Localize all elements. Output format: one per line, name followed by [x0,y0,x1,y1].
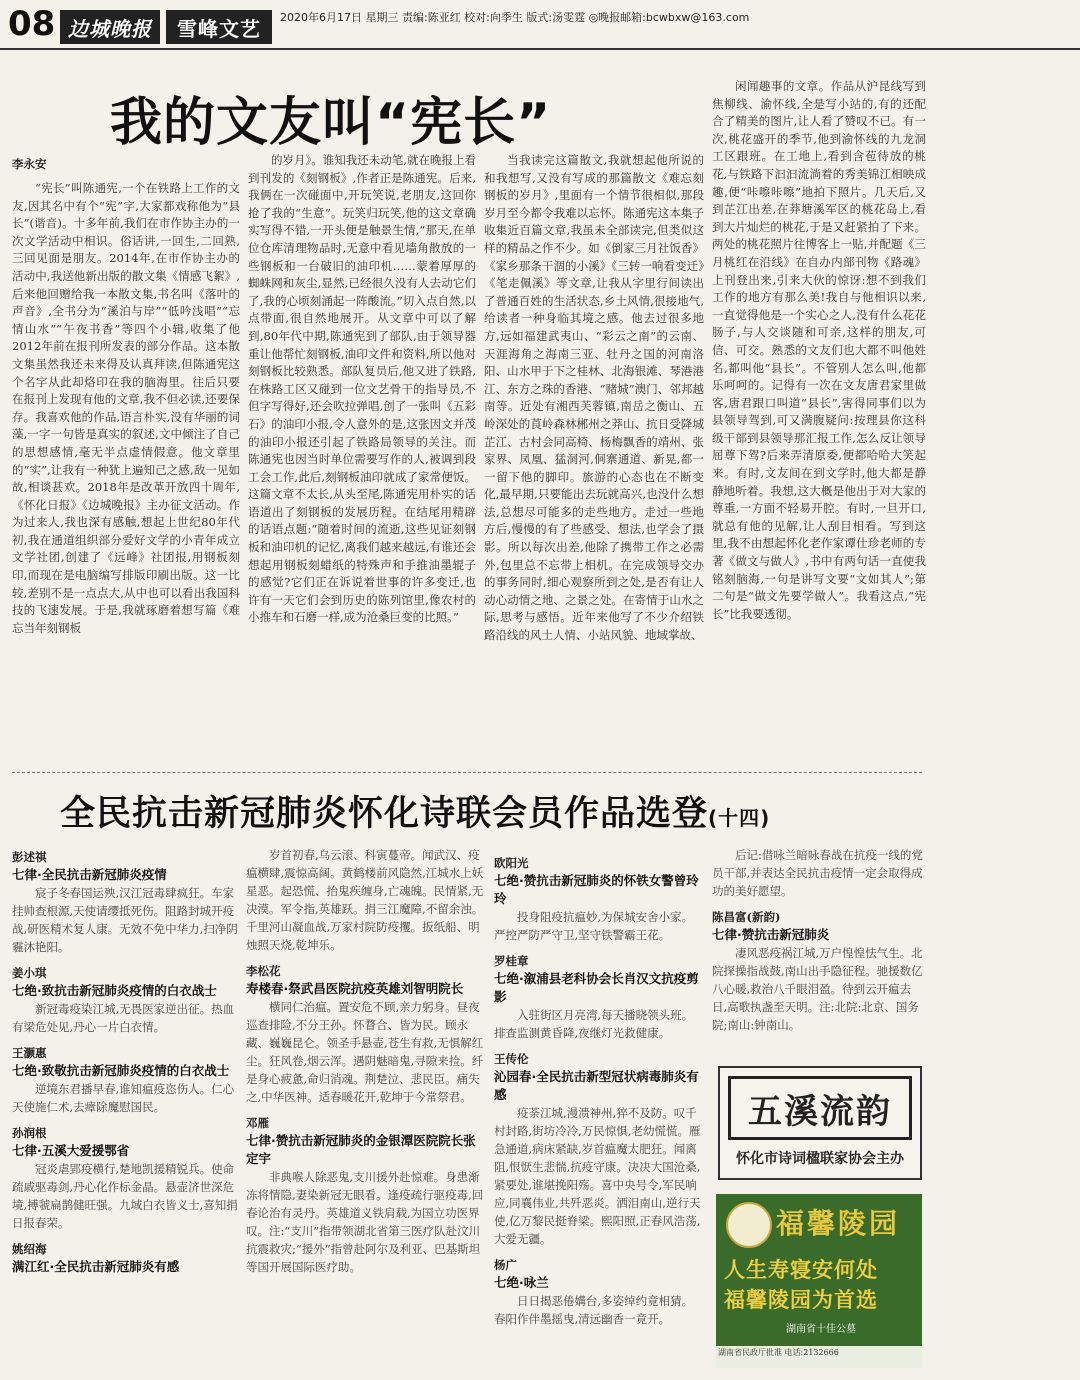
ad-cemetery-name: 福馨陵园 [776,1207,901,1240]
poem-body: 宸子冬春国运殃,汉江冠毒肆疯狂。车家挂帅查根源,天使请缨抵死伤。阻路封城开疫战,研医精术复人康。无效不免中华力,扫净阴霾沐艳阳。 [12,886,238,954]
article-title: 我的文友叫“宪长” [110,93,552,153]
poem-title: 七律·五溪大爱援鄂省 [12,1143,130,1158]
ad-footer: 湖南省民政厅批准 电话:2132666 [716,1346,922,1368]
paper-logo: 边城晚报 [60,10,160,44]
poem-author: 邓雁 [246,1116,269,1130]
ad-slogan-2: 福馨陵园为首选 [724,1287,878,1312]
poem-title: 七律·赞抗击新冠肺炎 [712,927,830,942]
poem-author: 姚绍海 [12,1242,47,1256]
poem-column-4 [712,846,924,1056]
poem-column-1 [12,840,240,1370]
section-divider [12,772,922,773]
ad-fuxin-cemetery [716,1194,922,1368]
poem-body: 投身阻疫抗瘟妙,为保城安舍小家。严控严防严守卫,坚守铁警霸王花。 [494,910,694,942]
cemetery-logo-icon [726,1202,772,1248]
poem-body: 凄风恶疫祸江城,万户惶惶怯气生。北院探操指战鼓,南山出手隐征程。驰援数亿八心暖,救治八千眼泪盈。待到云开瘟去日,高歌执盏至天明。注:北院:北京、国务院;南山:钟南山。 [712,946,923,1032]
column-text: 的岁月》。谁知我还未动笔,就在晚报上看到刊发的《刻钢板》,作者正是陈通宪。后来,我俩在一次碰面中,开玩笑说,老朋友,这回你抢了我的“生意”。玩笑归玩笑,他的这文章确实写得不错,一开头便是触景生情,“那天,在单位仓库清理物品时,无意中看见墙角散放的一些钢板和一台破旧的油印机……蒙着厚厚的蜘蛛网和灰尘,显然,已经很久没有人去动它们了,我的心顷刻涌起一阵酸流。”切入点自然,以点带面,很自然地展开。从文章中可以了解到,80年代中期,陈通宪到了部队,由于领导器重让他帮忙刻钢板,油印文件和资料,所以他对刻钢板比较熟悉。部队复员后,他又进了铁路,在株路工区又碰到一位文艺骨干的指导员,不但字写得好,还会吹拉弹唱,创了一张叫《五彩石》的油印小报,令人意外的是,这张因文并茂的油印小报还引起了铁路局领导的关注。而陈通宪也因当时单位需要写作的人,被调到段工会工作,此后,刻钢板油印就成了家常便饭。这篇文章不太长,从头至尾,陈通宪用朴实的话语道出了刻钢板的发展历程。在结尾用精辟的话语点题:“随着时间的流逝,这些见证刻钢板和油印机的记忆,离我们越来越远,有谁还会想起用钢板刻蜡纸的特殊声和手推油墨辊子的感觉?它们正在诉说着世事的许多变迁,也许有一天它们会到历史的陈列馆里,像农村的小推车和石磨一样,成为沧桑巨变的比照。” [248,153,476,625]
header-rule [0,48,1080,50]
article-column-1 [12,180,240,758]
poem-body: 横同仁治瘟。置安危不顾,亲力躬身。昼夜巡查排险,不分王孙。怀瞀合、皆为民。顾永藏、巍巍昆仑。领圣手悬壶,苍生有救,无惧解红尘。狂风卷,烟云浑。遇阴魅暗鬼,寻隙来捡。纤是身心疲惫,命归消魂。荆楚泣、悲民臣。痛失之,中华医神。适春暖花开,乾坤于今常祭君。 [246,1000,484,1104]
article-column-4 [712,78,926,758]
poem-title: 满江红·全民抗击新冠肺炎有感 [12,1259,180,1274]
ad-slogan-1: 人生寿寝安何处 [724,1257,878,1282]
poem-column-3 [494,846,704,1370]
poem-body: 入驻街区月亮湾,每天播晓领头班。排查监测黄昏降,夜继灯光救健康。 [494,1008,694,1040]
poem-author: 罗桂章 [494,954,529,968]
column-text: 闲闻趣事的文章。作品从沪昆线写到焦柳线、渝怀线,全是写小站的,有的还配合了精美的图片,让人看了赞叹不已。有一次,桃花盛开的季节,他到渝怀线的九龙洞工区跟班。在工地上,看到含苞待放的桃花,与铁路下汩汩流淌着的秀美锦江相映成趣,便“咔嚓咔嚓”地拍下照片。几天后,又到芷江出差,在莽塘溪军区的桃花岛上,看到大片灿烂的桃花,于是又赶紧拍了下来。两处的桃花照片往博客上一贴,并配题《三月桃红在沿线》在自办内部刊物《路魂》上刊登出来,引来大伙的惊讶:想不到我们工作的地方有那么美!我自与他相识以来,一直觉得他是一个实心之人,没有什么花花肠子,与人交谈随和可亲,这样的朋友,可信、可交。熟悉的文友们也大都不叫他姓名,都叫他“县长”。不管别人怎么叫,他都乐呵呵的。记得有一次在文友唐君家里做客,唐君跟口叫道“县长”,害得同事们以为县领导驾到,可又满腹疑问:按理县你这科级干部到县领导那汇报工作,怎么反让领导屈尊下驾?后来弄清原委,便都哈哈大笑起来。有时,文友间在到文学时,他大都是静静地听着。我想,这大概是他出于对大家的尊重,一方面不轻易开腔。有时,一旦开口,就总有他的见解,让人刮目相看。写到这里,我不由想起怀化老作家谭仕珍老师的专著《做文与做人》,书中有两句话一直使我铭刻脑海,一句是讲写文要“文如其人”;第二句是“做文先要学做人”。我看这点,“宪长”比我要透彻。 [712,79,926,621]
poem-title: 七绝·致敬抗击新冠肺炎疫情的白衣战士 [12,1063,230,1078]
poem-author: 欧阳光 [494,856,529,870]
column-text: “宪长”叫陈通宪,一个在铁路上工作的文友,因其名中有个“宪”字,大家都戏称他为“县长”(谐音)。十多年前,我们在市作协主办的一次文学活动中相识。俗话讲,一回生,二回熟,三回见面是朋友。2014年,在市作协主办的活动中,我送他新出版的散文集《情感飞絮》,后来他回赠给我一本散文集,书名叫《落叶的声音》,全书分为“溪泊与岸”“低吟浅唱”“忘情山水”“午夜书香”等四个小辑,收集了他2012年前在报刊所发表的部分作品。这本散文集虽然我还未来得及认真拜读,但陈通宪这个名字从此却烙印在我的脑海里。往后只要在报刊上发现有他的文章,我不但必读,还要保存。我喜欢他的作品,语言朴实,没有华丽的词藻,一字一句皆是真实的叙述,文中倾注了自己的思想感情,毫无半点虚情假意。他文章里的“实”,让我有一种犹上遍知己之感,敌一见如故,相谈甚欢。2018年是改革开放四十周年,《怀化日报》《边城晚报》主办征文活动。作为过来人,我也深有感触,想起上世纪80年代初,我在通道组织部分爱好文学的小青年成立文学社团,创建了《远峰》社团报,用钢板刻印,而现在是电脑编写排版印刷出版。这一比较,差别不是一点点大,从中也可以看出我国科技的飞速发展。于是,我就琢磨着想写篇《难忘当年刻钢板 [12,181,240,635]
poem-section-title [60,786,770,836]
poem-author: 杨广 [494,1258,517,1272]
poem-title: 寿楼春·祭武昌医院抗疫英雄刘智明院长 [246,981,464,996]
poem-author: 王灏惠 [12,1046,47,1060]
poem-body: 日日揭恶倦媾台,多姿绰约竟相猜。春阳作伴墨摇曳,清远幽香一竟开。 [494,1294,694,1326]
column-text: 当我读完这篇散文,我就想起他所说的和我想写,又没有写成的那篇散文《难忘刻钢板的岁月》,里面有一个情节很相似,那段岁月至今都令我难以忘怀。陈通宪这本集子收集近百篇文章,我虽未全部读完,但类似这样的精品之作不少。如《倒家三月社饭香》《家乡那条干涸的小溪》《三转一响看变迁》《笔走佩溪》等文章,让我从字里行间读出了普通百姓的生活状态,乡土风情,很接地气,给读者一种身临其境之感。他去过很多地方,远如福建武夷山、“彩云之南”的云南、天涯海角之海南三亚、牡丹之国的河南洛阳、山水甲于下之桂林、北海银滩、琴港港江、东方之珠的香港、“赌城”澳门、邻邦越南等。近处有湘西芙蓉镇,南岳之衡山、五岭深处的莨岭森林郴州之莽山、抗日受降城芷江、古村会同高椅、杨梅飘香的靖州、张家界、凤凰、猛洞河,侗寨通道、新晃,都一一留下他的脚印。旅游的心态也在不断变化,最早期,只要能出去玩就高兴,也没什么想法,总想尽可能多的走些地方。走过一些地方后,慢慢的有了些感受、想法,也学会了摄影。所以每次出差,他除了携带工作之必需外,包里总不忘带上相机。在完成领导交办的事务同时,细心观察所到之处,是否有让人动心动情之地、之景之处。在寄情于山水之际,思考与感悟。近年来他写了不少介绍铁路沿线的风土人情、小站风貌、地域掌故、 [484,153,704,643]
article-column-2 [248,152,476,758]
poem-author: 陈昌富(新韵) [712,910,781,924]
article-author: 李永安 [12,157,47,171]
poem-section-title-text: 全民抗击新冠肺炎怀化诗联会员作品选登 [60,794,709,834]
ad-wuxi-sub: 怀化市诗词楹联家协会主办 [736,1151,904,1167]
poem-body: 非典喉人除恶鬼,支川援外赴惊难。身患渐冻将情隐,妻染新冠无眼看。逢疫疏行驱疫毒,回春论治有灵丹。英雄道义铁肩载,为国立功医界叹。注:“支川”指带领湖北省第三医疗队赴汶川抗震救灾;“援外”指曾赴阿尔及利亚、巴基斯坦等国开展国际医疗助。 [246,1170,484,1274]
poem-body: 冠炎虐郢疫横行,楚地凯援精锐兵。使命疏戚驱毒剑,丹心化作标金晶。悬壶济世深危境,搏虢扁鹊健旺强。九域白衣皆义士,喜知捐日报春荣。 [12,1162,238,1230]
header-meta: 2020年6月17日 星期三 责编:陈亚红 校对:向季生 版式:汤雯霆 ◎晚报邮箱:bcwbxw@163.com [280,11,750,24]
poem-author: 王传伦 [494,1052,529,1066]
poem-author: 孙润根 [12,1126,47,1140]
poem-author: 姜小琪 [12,966,47,980]
poem-body: 逆境东君播早春,谁知瘟疫恣伤人。仁心天使施仁术,去瘴除魔慰国民。 [12,1082,235,1114]
poem-author: 彭述祺 [12,850,47,864]
poem-body: 新冠毒疫染江城,无畏医家逆出征。热血有梁危处见,丹心一片白衣情。 [12,1002,235,1034]
poem-body: 疫荼江城,漫溃神州,猝不及防。叹千村封路,街坊冷冷,万民惊惧,老幼慌慌。雁急通道,病床紧缺,岁首瘟魔太肥狂。闻离阻,恨恹生悲惴,抗疫守康。决决大国沧桑,紧要处,谁堪挽阳殇。喜中央号令,军民响应,同襄伟业,共歼恶炎。洒泪南山,逆行天使,亿万黎民挺脊梁。熙阳照,正春风浩荡,大爱无疆。 [494,1106,701,1246]
poem-column-2 [246,846,486,1370]
poem-section-subtitle: (十四) [708,806,771,830]
article-column-3 [484,152,704,758]
poem-title: 七绝·咏兰 [494,1275,549,1290]
poem-title: 沁园春·全民抗击新型冠状病毒肺炎有感 [494,1069,699,1102]
poem-author: 李松花 [246,964,281,978]
poem-title: 七绝·致抗击新冠肺炎疫情的白衣战士 [12,983,217,998]
poem-title: 七律·全民抗击新冠肺炎疫情 [12,867,167,882]
section-logo: 雪峰文艺 [166,10,272,44]
ad-wuxi-liuyun [718,1066,922,1180]
page-header [0,0,1080,52]
poem-title: 七律·赞抗击新冠肺炎的金银潭医院院长张定宇 [246,1133,476,1166]
ad-wuxi-title: 五溪流韵 [728,1076,912,1140]
postscript: 后记:借咏兰暗咏春战在抗疫一线的党员干部,并表达全民抗击疫情一定会取得成功的美好愿望。 [712,848,923,898]
poem-title: 七绝·溆浦县老科协会长肖汉文抗疫剪影 [494,971,699,1004]
poem-body: 岁首初春,乌云滚、科寅蔓帝。闻武汉、疫瘟横肆,震惊高阔。黄鹤楼前风隐然,江城水上妖星恶。起恐慌、抬鬼疾缠身,亡魂魄。民情紧,无决漠。军令指,英雄跃。捐三江魔障,不留余浊。千里河山凝血战,万家村院防疫攫。扳纸船、明烛照天烧,乾坤乐。 [246,848,484,952]
poem-title: 七绝·赞抗击新冠肺炎的怀铁女警曾玲玲 [494,873,699,906]
ad-small-text: 湖南省十佳公墓 [786,1324,856,1335]
page-number: 08 [8,4,56,44]
